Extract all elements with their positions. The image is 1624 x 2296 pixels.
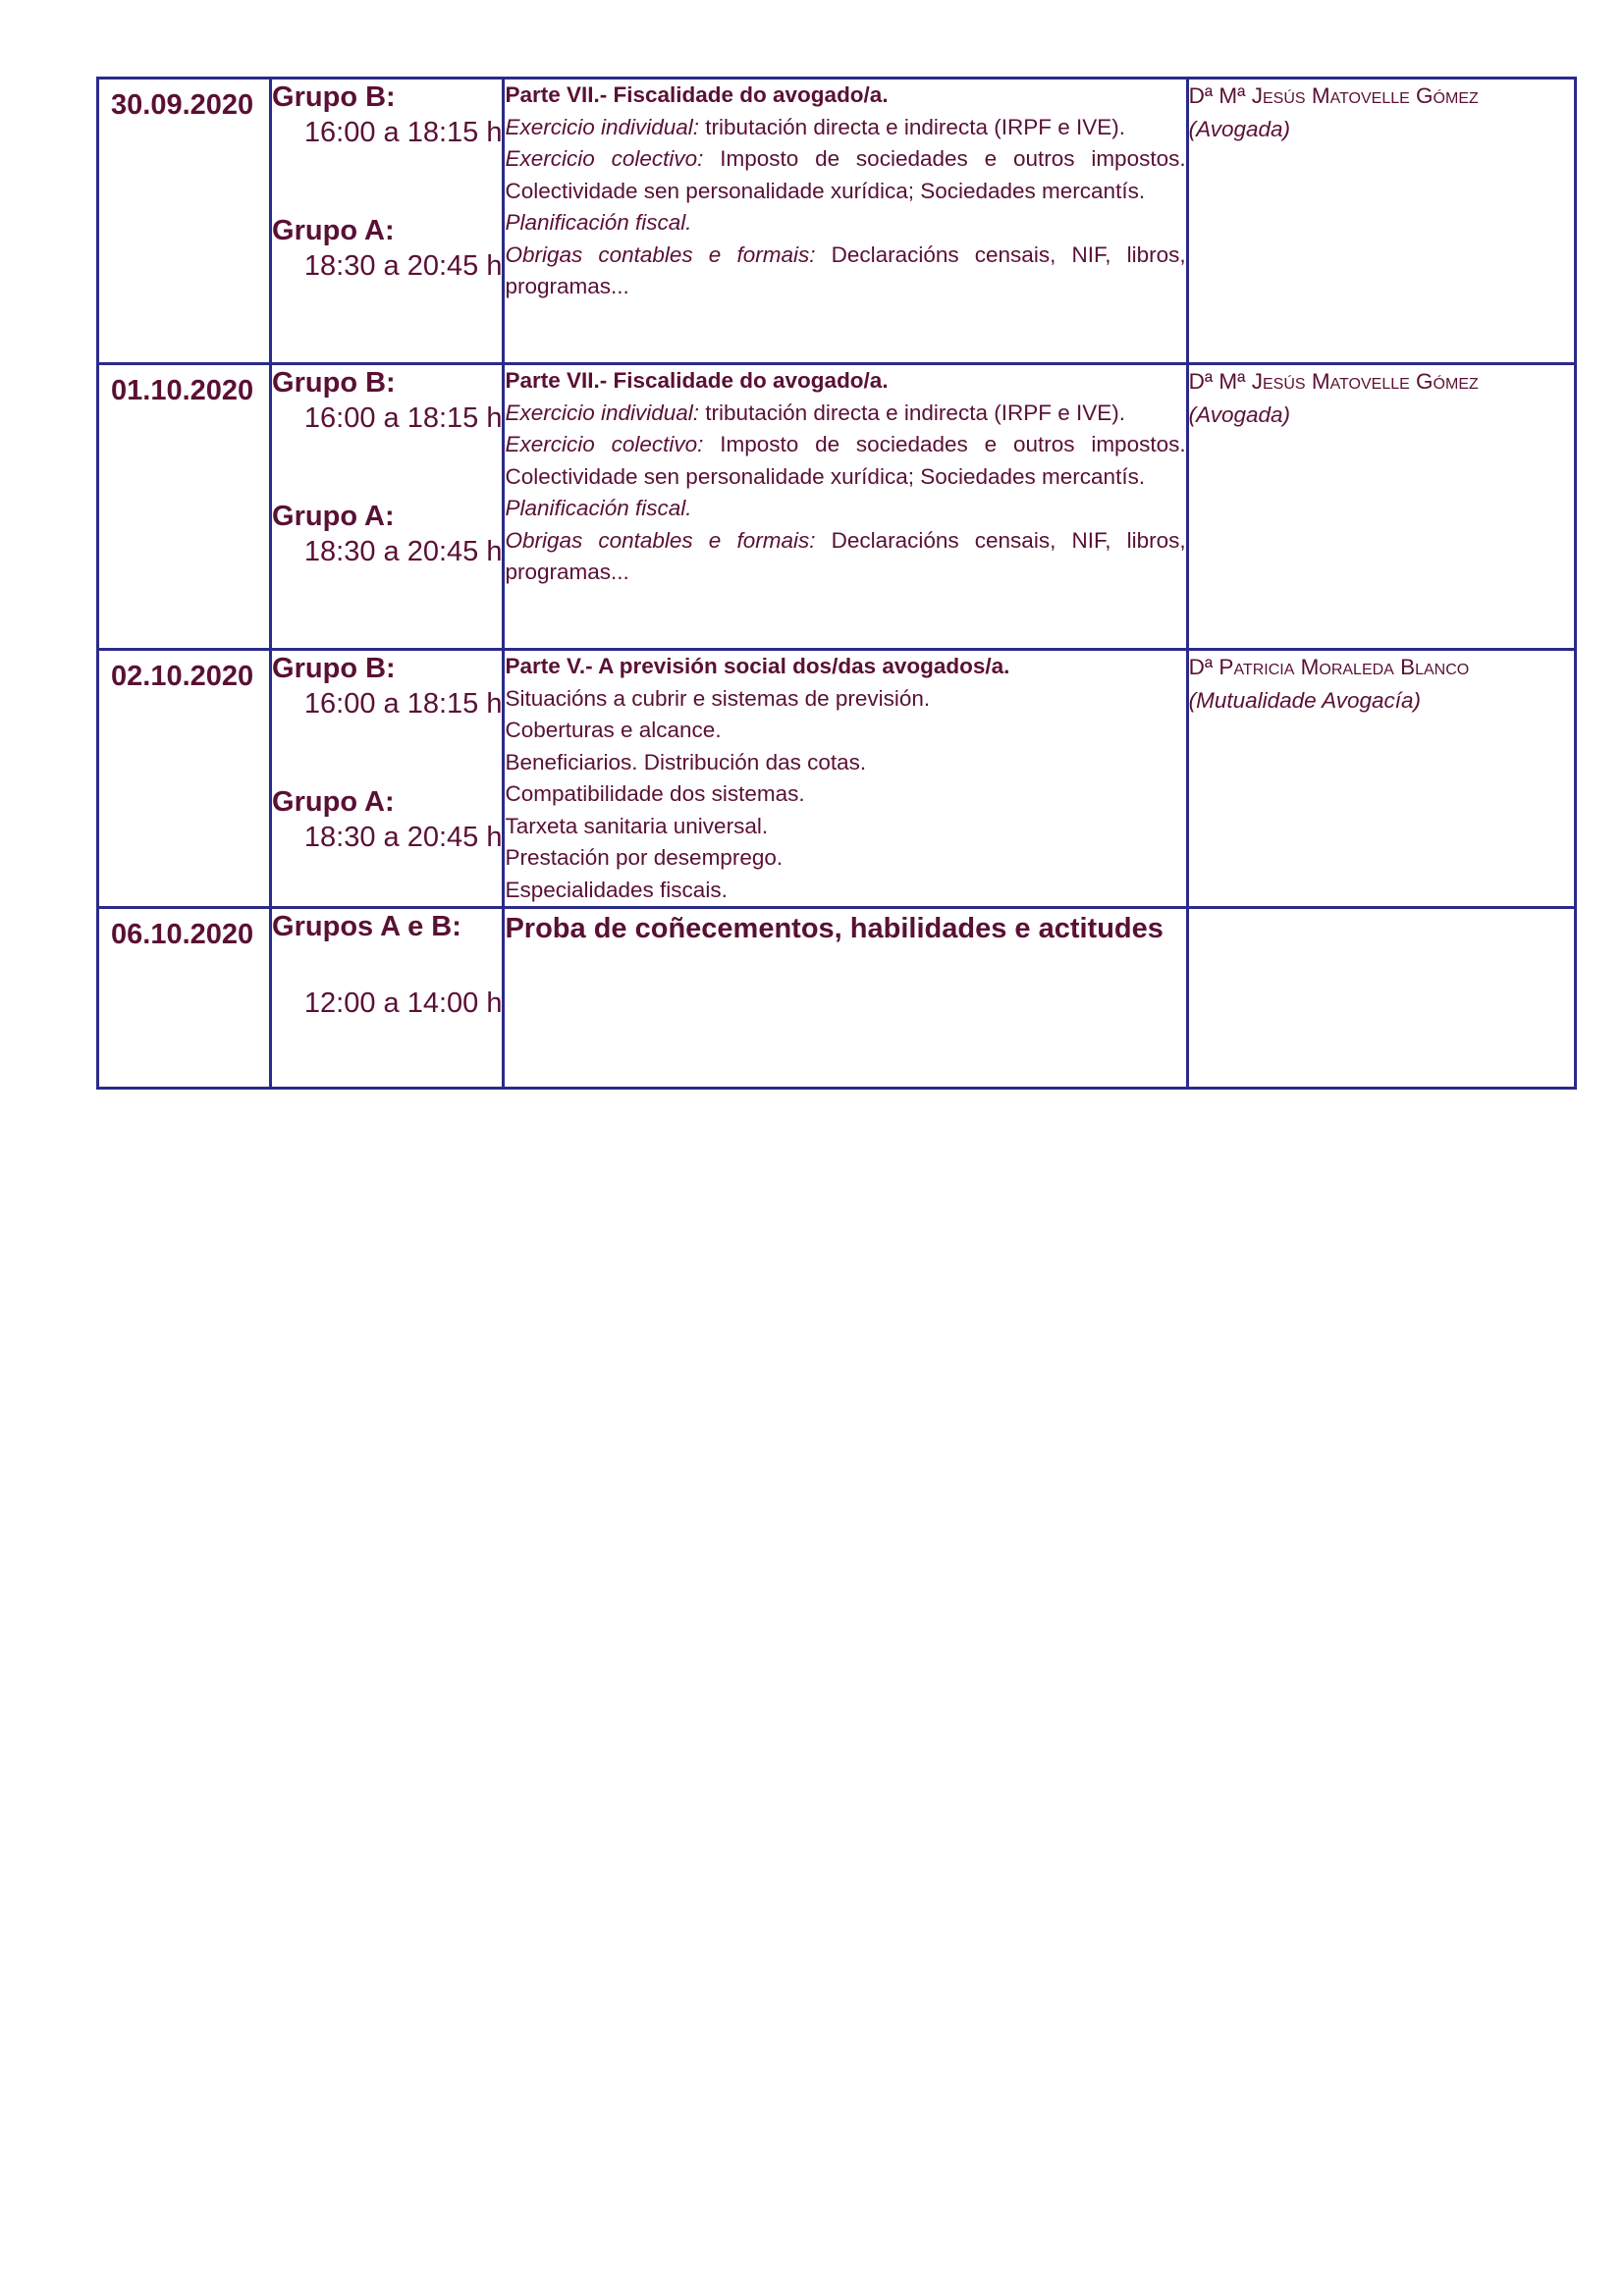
group-label: Grupo B: bbox=[272, 653, 396, 684]
group-label: Grupo B: bbox=[272, 367, 396, 399]
group-time: 18:30 a 20:45 h bbox=[303, 536, 503, 567]
topic-item bbox=[505, 525, 1185, 589]
speaker-role: (Avogada) bbox=[1188, 117, 1291, 141]
session-date: 01.10.2020 bbox=[111, 375, 254, 406]
group-time: 16:00 a 18:15 h bbox=[303, 402, 503, 434]
session-date: 02.10.2020 bbox=[111, 661, 254, 692]
time-cell bbox=[271, 79, 504, 364]
topic-item bbox=[505, 875, 1185, 907]
group-time: 16:00 a 18:15 h bbox=[303, 688, 503, 720]
topic-item bbox=[505, 240, 1185, 303]
topic-item bbox=[505, 143, 1185, 207]
exam-topic: Proba de coñecementos, habilidades e actitudes bbox=[504, 908, 1187, 1089]
date-cell bbox=[98, 79, 271, 364]
group-label: Grupos A e B: bbox=[272, 911, 461, 942]
topic-item bbox=[505, 747, 1185, 779]
topic-cell bbox=[504, 364, 1187, 650]
topic-cell bbox=[504, 650, 1187, 908]
topic-item-text: Beneficiarios. Distribución das cotas. bbox=[505, 749, 867, 774]
topic-item-text: Coberturas e alcance. bbox=[505, 718, 722, 742]
date-cell bbox=[98, 650, 271, 908]
topic-title: Parte V.- A previsión social dos/das avogados/a. bbox=[505, 654, 1010, 678]
topic-item-lead: Obrigas contables e formais: bbox=[505, 241, 816, 267]
topic-item-lead: Obrigas contables e formais: bbox=[505, 527, 816, 553]
topic-item bbox=[505, 811, 1185, 843]
topic-item-text: Declaracións censais, NIF, libros, programas... bbox=[505, 241, 1186, 298]
topic-title: Parte VII.- Fiscalidade do avogado/a. bbox=[505, 368, 889, 393]
topic-item-text: tributación directa e indirecta (IRPF e IVE). bbox=[699, 114, 1125, 139]
session-date: 30.09.2020 bbox=[111, 89, 254, 121]
topic-item-text: Compatibilidade dos sistemas. bbox=[505, 781, 805, 806]
speaker-name: Dª Patricia Moraleda Blanco bbox=[1188, 655, 1470, 679]
topic-item-text: Prestación por desemprego. bbox=[505, 845, 784, 870]
topic-item-lead: Exercicio colectivo: bbox=[505, 146, 704, 171]
speaker-cell bbox=[1187, 364, 1575, 650]
topic-item bbox=[505, 778, 1185, 811]
table-row bbox=[98, 650, 1576, 908]
topic-item bbox=[505, 493, 1185, 525]
schedule-table bbox=[96, 77, 1577, 1090]
speaker-name: Dª Mª Jesús Matovelle Gómez bbox=[1188, 369, 1479, 394]
topic-item-lead: Exercicio colectivo: bbox=[505, 432, 704, 456]
topic-item-lead: Exercicio individual: bbox=[505, 400, 700, 425]
topic-item-text: tributación directa e indirecta (IRPF e IVE). bbox=[699, 400, 1125, 425]
group-label: Grupo A: bbox=[272, 215, 395, 246]
topic-item bbox=[505, 842, 1185, 875]
group-label: Grupo A: bbox=[272, 501, 395, 532]
topic-item bbox=[505, 207, 1185, 240]
topic-item-text: Situacións a cubrir e sistemas de previsión. bbox=[505, 685, 931, 711]
topic-item bbox=[505, 398, 1185, 430]
table-row bbox=[98, 79, 1576, 364]
topic-item-lead: Exercicio individual: bbox=[505, 114, 700, 139]
topic-cell bbox=[504, 79, 1187, 364]
topic-item bbox=[505, 112, 1185, 144]
group-time: 16:00 a 18:15 h bbox=[303, 117, 503, 148]
topic-title: Parte VII.- Fiscalidade do avogado/a. bbox=[505, 82, 889, 107]
topic-item-lead: Planificación fiscal. bbox=[505, 496, 692, 520]
time-cell bbox=[271, 650, 504, 908]
table-row-exam bbox=[98, 908, 1576, 1089]
speaker-cell bbox=[1187, 79, 1575, 364]
topic-item-text: Declaracións censais, NIF, libros, programas... bbox=[505, 527, 1186, 584]
topic-item bbox=[505, 429, 1185, 493]
topic-item-text: Imposto de sociedades e outros impostos. Colectividade sen personalidade xurídica; Sociedades mercantís. bbox=[505, 146, 1186, 203]
table-row bbox=[98, 364, 1576, 650]
time-cell bbox=[271, 364, 504, 650]
session-date: 06.10.2020 bbox=[111, 919, 254, 950]
date-cell bbox=[98, 364, 271, 650]
group-time: 18:30 a 20:45 h bbox=[303, 250, 503, 282]
speaker-cell bbox=[1187, 650, 1575, 908]
topic-item bbox=[505, 715, 1185, 747]
group-label: Grupo A: bbox=[272, 786, 395, 818]
speaker-cell-empty bbox=[1187, 908, 1575, 1089]
topic-item-text: Tarxeta sanitaria universal. bbox=[505, 813, 769, 838]
date-cell bbox=[98, 908, 271, 1089]
topic-item-text: Imposto de sociedades e outros impostos. Colectividade sen personalidade xurídica; Sociedades mercantís. bbox=[505, 432, 1186, 489]
speaker-role: (Mutualidade Avogacía) bbox=[1188, 688, 1422, 713]
speaker-name: Dª Mª Jesús Matovelle Gómez bbox=[1188, 83, 1479, 108]
topic-item bbox=[505, 683, 1185, 716]
topic-item-text: Especialidades fiscais. bbox=[505, 877, 728, 902]
speaker-role: (Avogada) bbox=[1188, 402, 1291, 427]
time-cell bbox=[271, 908, 504, 1089]
topic-item-lead: Planificación fiscal. bbox=[505, 210, 692, 235]
group-time: 18:30 a 20:45 h bbox=[303, 822, 503, 853]
group-time: 12:00 a 14:00 h bbox=[303, 988, 503, 1019]
group-label: Grupo B: bbox=[272, 81, 396, 113]
